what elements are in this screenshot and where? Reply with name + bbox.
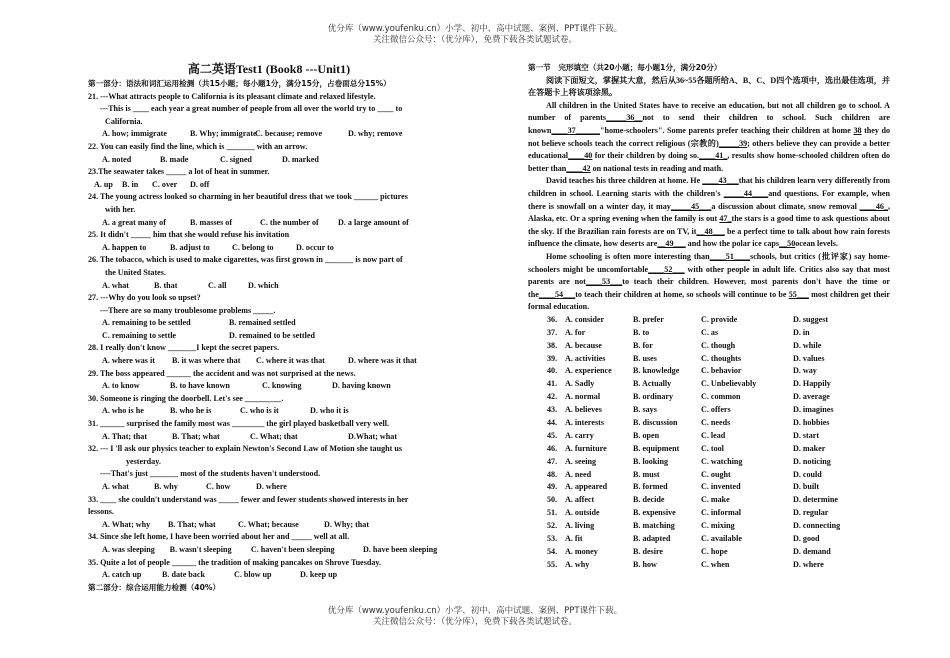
- option-row: [528, 404, 890, 417]
- option-row: [528, 533, 890, 546]
- option-b: D. remained to be settled: [229, 330, 315, 340]
- option-row: [528, 391, 890, 404]
- option-c: C. needs: [701, 418, 731, 427]
- option-d: D. way: [793, 366, 817, 376]
- option-row: [528, 494, 890, 507]
- question-line: lessons.: [88, 507, 114, 517]
- item-number: 45.: [547, 430, 558, 440]
- option-d: D. demand: [793, 546, 831, 556]
- cloze-options-grid: [528, 314, 890, 572]
- option-a: C. remaining to settle: [102, 330, 177, 340]
- item-number: 39.: [547, 353, 558, 363]
- header-line-2: 关注微信公众号：（优分库），免费下载各类试题试卷。: [372, 35, 577, 45]
- option-d: D. in: [793, 327, 810, 337]
- option-d: D. a large amount of: [338, 217, 409, 227]
- option-a: A. believes: [565, 405, 602, 415]
- question-line: with her.: [105, 204, 136, 214]
- option-row: [528, 481, 890, 494]
- option-c: C. offers: [701, 405, 731, 415]
- option-d: D. have been sleeping: [363, 544, 438, 554]
- option-d: D. marked: [282, 154, 319, 164]
- option-c: C. over: [152, 179, 178, 189]
- option-b: B. Why; immigrate: [190, 129, 257, 139]
- option-c: C. knowing: [262, 381, 302, 391]
- question-line: yesterday.: [126, 456, 161, 466]
- option-row: [528, 327, 890, 340]
- page-footer: [0, 606, 950, 628]
- option-d: D. occur to: [296, 242, 334, 252]
- question-options: [88, 519, 450, 532]
- passage-paragraph-1: All children in the United States have to receive an education, but not all children go to school. A number of parents_____36__not to send their children to school. Such children are known____37______"home-schoolers". Some parents prefer teaching their children at home 38 they do not believe schools teach the correct religious (宗教的)_____39; others believe they can provide a better educational____40 for their children by doing so.____41_, results show home-schooled children often do better than____42 on national tests in reading and math.: [528, 100, 891, 173]
- option-a: A. a great many of: [102, 217, 166, 227]
- option-row: [528, 340, 890, 353]
- option-c: C. as: [701, 327, 719, 337]
- option-d: D. Why; that: [324, 519, 370, 529]
- item-number: 52.: [547, 521, 558, 531]
- option-d: D. while: [793, 340, 822, 350]
- option-c: C. where it was that: [256, 356, 325, 366]
- option-c: C. behavior: [701, 366, 742, 376]
- footer-line-2: 关注微信公众号：（优分库），免费下载各类试题试卷。: [372, 617, 577, 627]
- option-a: A. who is he: [102, 406, 144, 416]
- option-row: [528, 365, 890, 378]
- option-b: B. that: [154, 280, 178, 290]
- option-b: B. date back: [162, 570, 205, 580]
- question-line: the United States.: [105, 267, 166, 277]
- header-line-1: 优分库（www.youfenku.cn）小学、初中、高中试题、案例、PPT课件下载。: [327, 24, 623, 34]
- item-number: 46.: [547, 443, 558, 453]
- option-b: B. must: [633, 469, 660, 479]
- option-c: C. available: [701, 534, 742, 544]
- option-row: [528, 353, 890, 366]
- option-c: C. all: [208, 280, 227, 290]
- option-a: A. seeing: [565, 456, 597, 466]
- option-d: D. which: [248, 280, 279, 290]
- option-a: A. Sadly: [565, 379, 595, 389]
- option-b: B. looking: [633, 456, 669, 466]
- part1-heading: 第一部分：语法和词汇运用检测（共15小题；每小题1分，满分15分，占卷面总分15%）: [88, 79, 391, 88]
- question-line: 25. It didn't _____ him that she would refuse his invitation: [88, 230, 290, 240]
- option-b: B. adapted: [633, 534, 671, 544]
- option-d: D. noticing: [793, 456, 831, 466]
- option-b: B. remained settled: [229, 318, 296, 328]
- question-options: [88, 355, 450, 368]
- option-a: A. how; immigrate: [102, 129, 167, 139]
- question-line: 23.The seawater takes _____ a lot of heat in summer.: [88, 167, 270, 177]
- right-column: [528, 62, 890, 572]
- question-line: 35. Quite a lot of people ______ the tradition of making pancakes on Shrove Tuesday.: [88, 557, 382, 567]
- option-b: B. decide: [633, 495, 665, 505]
- question-line: 28. I really don't know _______I kept the secret papers.: [88, 343, 280, 353]
- option-b: B. knowledge: [633, 366, 680, 376]
- option-row: [528, 546, 890, 559]
- question-line: ---This is ____ each year a great number of people from all over the world try to ____ to: [100, 104, 403, 114]
- option-a: A. consider: [565, 314, 605, 324]
- option-d: D. maker: [793, 443, 826, 453]
- question-options: [88, 569, 450, 582]
- option-d: D. off: [190, 179, 210, 189]
- option-d: D. having known: [332, 381, 391, 391]
- option-d: D. connecting: [793, 521, 841, 531]
- option-d: D. determine: [793, 495, 838, 505]
- option-c: C. tool: [701, 443, 724, 453]
- option-a: A. money: [565, 546, 598, 556]
- option-c: C. thoughts: [701, 353, 742, 363]
- option-b: B. adjust to: [170, 242, 210, 252]
- question-line: 34. Since she left home, I have been worried about her and _____ well at all.: [88, 532, 350, 542]
- option-d: D.What; what: [348, 431, 398, 441]
- item-number: 43.: [547, 405, 558, 415]
- item-number: 40.: [547, 366, 558, 376]
- option-d: D. where: [256, 482, 287, 491]
- option-a: A. happen to: [102, 242, 147, 252]
- option-a: A. where was it: [102, 356, 155, 366]
- question-options: [88, 380, 450, 393]
- option-a: A. affect: [565, 495, 595, 505]
- option-b: B. made: [160, 154, 189, 164]
- question-options: [88, 242, 450, 255]
- question-line: 24. The young actress looked so charming in her beautiful dress that we took ______ pictures: [88, 192, 408, 202]
- option-b: B. open: [633, 430, 660, 440]
- cloze-passage: [528, 100, 890, 314]
- option-a: A. what: [102, 280, 129, 290]
- item-number: 54.: [547, 546, 558, 556]
- option-c: C. signed: [220, 154, 252, 164]
- option-d: D. where: [793, 559, 824, 569]
- option-a: A. What; why: [102, 519, 151, 529]
- option-a: A. need: [565, 469, 592, 479]
- option-c: C. who is it: [240, 406, 279, 416]
- option-c: C. watching: [701, 456, 743, 466]
- question-options: [88, 179, 450, 192]
- option-c: C. belong to: [232, 242, 274, 252]
- question-line: 27. ---Why do you look so upset?: [88, 293, 201, 303]
- question-options: [88, 544, 450, 557]
- option-a: A. experience: [565, 366, 612, 376]
- option-c: C. because; remove: [255, 129, 323, 139]
- option-c: C. the number of: [260, 217, 319, 227]
- option-d: D. built: [793, 482, 820, 492]
- option-d: D. imagines: [793, 405, 834, 415]
- option-c: C. common: [701, 392, 741, 402]
- item-number: 51.: [547, 508, 558, 518]
- option-c: C. blow up: [234, 570, 272, 580]
- item-number: 42.: [547, 392, 558, 402]
- option-d: D. why; remove: [348, 129, 403, 139]
- option-a: A. fit: [565, 534, 583, 544]
- option-a: A. for: [565, 327, 586, 337]
- option-a: A. up: [94, 179, 113, 189]
- cloze-section-heading: 第一节 完形填空（共20小题；每小题1分，满分20分）: [528, 63, 722, 72]
- item-number: 53.: [547, 534, 558, 544]
- option-c: C. when: [701, 559, 730, 569]
- option-b: B. to have known: [170, 381, 230, 391]
- option-a: A. interests: [565, 418, 604, 427]
- option-c: C. how: [206, 482, 231, 491]
- option-d: D. hobbies: [793, 418, 830, 427]
- item-number: 41.: [547, 379, 558, 389]
- option-d: D. Happily: [793, 379, 831, 389]
- item-number: 37.: [547, 327, 558, 337]
- option-c: C. provide: [701, 314, 738, 324]
- option-d: D. who it is: [310, 406, 349, 416]
- option-b: B. equipment: [633, 443, 680, 453]
- option-row: [528, 469, 890, 482]
- option-row: [528, 520, 890, 533]
- option-a: A. appeared: [565, 482, 608, 492]
- page-header: [0, 24, 950, 46]
- option-row: [528, 443, 890, 456]
- question-line: 22. You can easily find the line, which is _______ with an arrow.: [88, 141, 308, 151]
- option-a: A. activities: [565, 353, 606, 363]
- question-line: 33. ____ she couldn't understand was _____ fewer and fewer students showed interests in her: [88, 494, 409, 504]
- option-a: A. why: [565, 559, 590, 569]
- question-options: [88, 330, 450, 343]
- option-c: C. hope: [701, 546, 728, 556]
- question-line: 21. ---What attracts people to California is its pleasant climate and relaxed lifestyle.: [88, 91, 376, 101]
- option-row: [528, 417, 890, 430]
- option-a: A. That; that: [102, 431, 148, 441]
- option-b: B. expensive: [633, 508, 676, 518]
- option-b: B. formed: [633, 482, 668, 492]
- option-d: D. could: [793, 469, 822, 479]
- option-b: B. in: [122, 179, 139, 189]
- option-b: B. desire: [633, 546, 663, 556]
- option-b: B. says: [633, 405, 657, 415]
- option-a: A. furniture: [565, 443, 607, 453]
- item-number: 44.: [547, 418, 558, 427]
- option-b: B. That; what: [172, 431, 220, 441]
- question-line: 26. The tobacco, which is used to make cigarettes, was first grown in _______ is now part of: [88, 255, 403, 265]
- item-number: 55.: [547, 559, 558, 569]
- question-options: [88, 217, 450, 230]
- grammar-questions: [88, 91, 450, 582]
- option-a: A. outside: [565, 508, 600, 518]
- option-a: A. carry: [565, 430, 594, 440]
- question-options: [88, 431, 450, 444]
- option-c: C. What; that: [250, 431, 298, 441]
- question-options: [88, 280, 450, 293]
- option-b: B. masses of: [190, 217, 233, 227]
- question-options: [88, 317, 450, 330]
- page-title: 高二英语Test1 (Book8 ---Unit1): [187, 62, 351, 76]
- option-a: A. living: [565, 521, 595, 531]
- option-c: C. make: [701, 495, 730, 505]
- option-c: C. though: [701, 340, 736, 350]
- question-line: California.: [105, 116, 143, 126]
- option-d: D. regular: [793, 508, 829, 518]
- option-a: A. normal: [565, 392, 601, 402]
- question-options: [88, 128, 450, 141]
- question-options: [88, 154, 450, 167]
- option-a: A. to know: [102, 381, 140, 391]
- option-b: B. Actually: [633, 379, 672, 389]
- option-c: C. mixing: [701, 521, 735, 531]
- option-row: [528, 314, 890, 327]
- question-options: [88, 405, 450, 418]
- question-line: 29. The boss appeared ______ the accident and was not surprised at the news.: [88, 368, 356, 378]
- option-b: B. how: [633, 559, 657, 569]
- option-row: [528, 507, 890, 520]
- option-c: C. haven't been sleeping: [250, 544, 335, 554]
- passage-paragraph-2: David teaches his three children at home. He ____43___that his children learn very differently from children in school. Learning starts with the children's _____44____and questions. For example, when there is snowfall on a winter day, it may_____45___a discussion about climate, snow removal ____46_, Alaska, etc. Or a spring evening when the family is out 47_the stars is a good time to ask questions about the sky. If the Brazilian rain forests are on TV, it__48___ be a perfect time to talk about how rain forests influence the climate, how deserts are__49___ and how the polar ice caps__50ocean levels.: [528, 176, 890, 249]
- option-a: A. remaining to be settled: [102, 318, 191, 328]
- question-line: 30. Someone is ringing the doorbell. Let's see _________.: [88, 393, 284, 403]
- option-c: C. invented: [701, 482, 741, 492]
- option-c: C. What; because: [238, 519, 299, 529]
- option-d: D. suggest: [793, 314, 829, 324]
- option-b: B. ordinary: [633, 392, 674, 402]
- item-number: 50.: [547, 495, 558, 505]
- part2-heading: 第二部分：综合运用能力检测（40%）: [88, 582, 221, 592]
- option-c: C. lead: [701, 430, 726, 440]
- item-number: 47.: [547, 456, 558, 466]
- item-number: 49.: [547, 482, 558, 492]
- question-options: [88, 481, 450, 494]
- option-d: D. start: [793, 430, 820, 440]
- option-b: B. it was where that: [172, 356, 241, 366]
- option-a: A. catch up: [102, 570, 142, 580]
- option-row: [528, 430, 890, 443]
- option-b: B. for: [633, 340, 653, 350]
- option-d: D. average: [793, 392, 830, 402]
- item-number: 36.: [547, 314, 558, 324]
- item-number: 38.: [547, 340, 558, 350]
- option-b: B. discussion: [633, 418, 678, 427]
- option-c: C. informal: [701, 508, 742, 518]
- option-b: B. uses: [633, 353, 657, 363]
- option-row: [528, 559, 890, 572]
- question-line: ---There are so many troublesome problems _____.: [100, 305, 276, 315]
- option-a: A. what: [102, 482, 129, 491]
- passage-paragraph-3: Home schooling is often more interesting than____51____schools, but critics (批评家) say home-schoolers might be uncomfortable____52___ with other people in adult life. Critics also say that most parents are not____53___to teach their children. However, most parents don't have the time or the____54___to teach their children at home, so schools will continue to be 55___ most children get their formal education.: [528, 251, 891, 312]
- option-b: B. why: [154, 482, 178, 491]
- question-line: 31. ______ surprised the family most was ________ the girl played basketball very well.: [88, 419, 390, 429]
- option-b: B. wasn't sleeping: [169, 544, 232, 554]
- option-d: D. values: [793, 353, 825, 363]
- option-a: A. was sleeping: [102, 544, 155, 554]
- option-a: A. because: [565, 340, 602, 350]
- question-line: ----That's just _______ most of the students haven't understood.: [100, 469, 321, 479]
- option-b: B. matching: [633, 521, 675, 531]
- option-row: [528, 456, 890, 469]
- option-row: [528, 378, 890, 391]
- option-b: B. to: [633, 327, 650, 337]
- question-line: 32. --- I 'll ask our physics teacher to explain Newton's Second Law of Motion she taught us: [88, 444, 403, 454]
- option-a: A. noted: [102, 154, 132, 164]
- cloze-directions: 阅读下面短文，掌握其大意，然后从36~55各题所给A、B、C、D四个选项中，选出最佳选项，并在答题卡上将该项涂黑。: [528, 75, 890, 98]
- option-b: B. That; what: [168, 519, 216, 529]
- footer-line-1: 优分库（www.youfenku.cn）小学、初中、高中试题、案例、PPT课件下载。: [327, 606, 623, 616]
- option-d: D. good: [793, 534, 820, 544]
- option-d: D. keep up: [300, 570, 338, 580]
- option-d: D. where was it that: [348, 356, 417, 366]
- option-c: C. ought: [701, 469, 731, 479]
- option-c: C. Unbelievably: [701, 379, 757, 389]
- left-column: [88, 62, 450, 594]
- option-b: B. who he is: [170, 406, 212, 416]
- option-b: B. prefer: [633, 314, 664, 324]
- item-number: 48.: [547, 469, 558, 479]
